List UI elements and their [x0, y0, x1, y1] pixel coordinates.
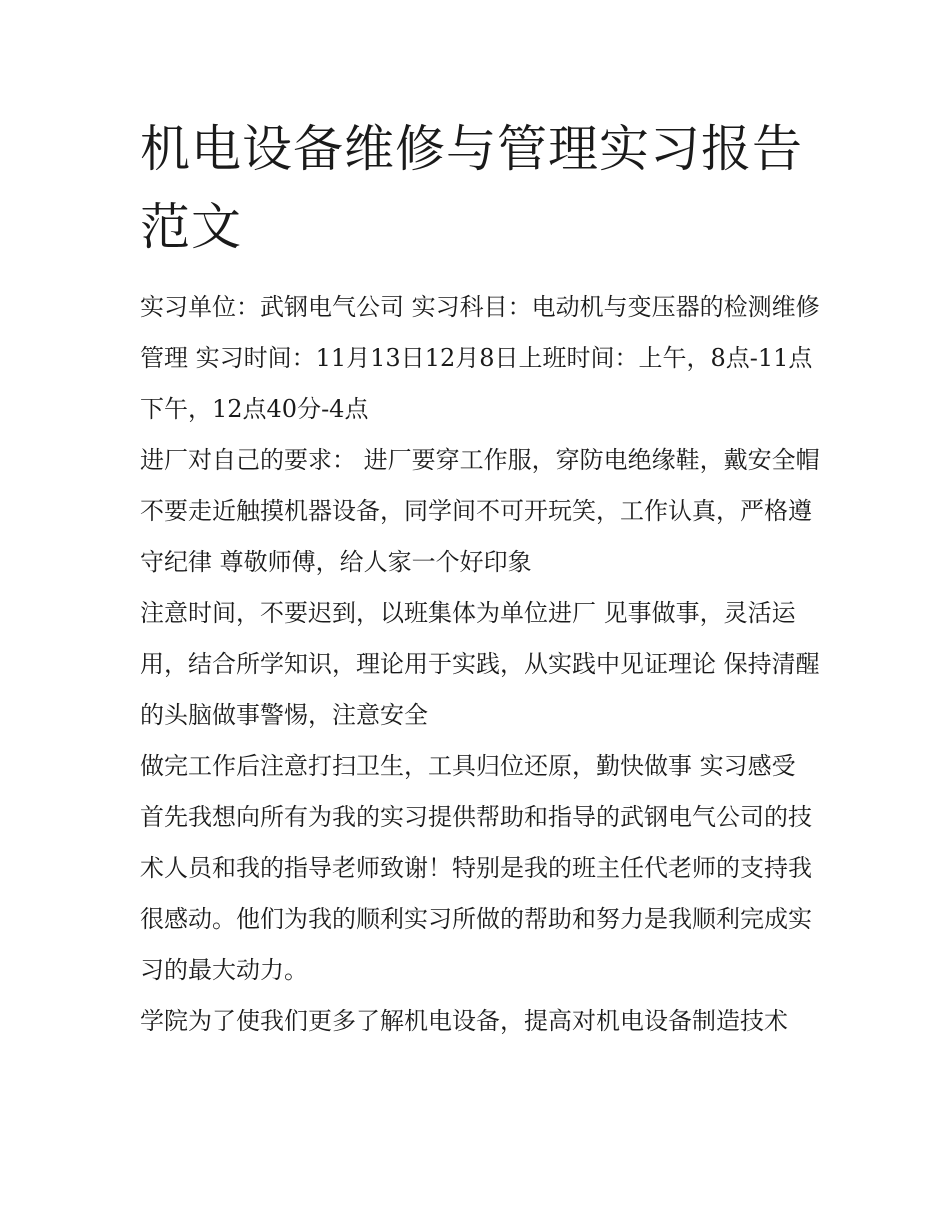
paragraph-thanks: 首先我想向所有为我的实习提供帮助和指导的武钢电气公司的技术人员和我的指导老师致谢！特别是我的班主任代老师的支持我很感动。他们为我的顺利实习所做的帮助和努力是我顺利完成实习的最大动力。 — [140, 803, 812, 984]
document-title: 机电设备维修与管理实习报告范文 — [140, 120, 803, 256]
document-page — [140, 110, 820, 1047]
paragraph-internship-info: 实习单位：武钢电气公司 实习科目：电动机与变压器的检测维修管理 实习时间：11月13日12月8日上班时间：上午，8点-11点下午，12点40分-4点 — [140, 293, 820, 423]
paragraph-college: 学院为了使我们更多了解机电设备，提高对机电设备制造技术 — [140, 1007, 788, 1035]
paragraph-cleanup: 做完工作后注意打扫卫生，工具归位还原，勤快做事 实习感受 — [140, 752, 796, 780]
paragraph-factory-requirements: 进厂对自己的要求： 进厂要穿工作服，穿防电绝缘鞋，戴安全帽 不要走近触摸机器设备，同学间不可开玩笑，工作认真，严格遵守纪律 尊敬师傅，给人家一个好印象 — [140, 446, 820, 576]
paragraph-time-notes: 注意时间，不要迟到，以班集体为单位进厂 见事做事，灵活运用，结合所学知识，理论用于实践，从实践中见证理论 保持清醒的头脑做事警惕，注意安全 — [140, 599, 820, 729]
